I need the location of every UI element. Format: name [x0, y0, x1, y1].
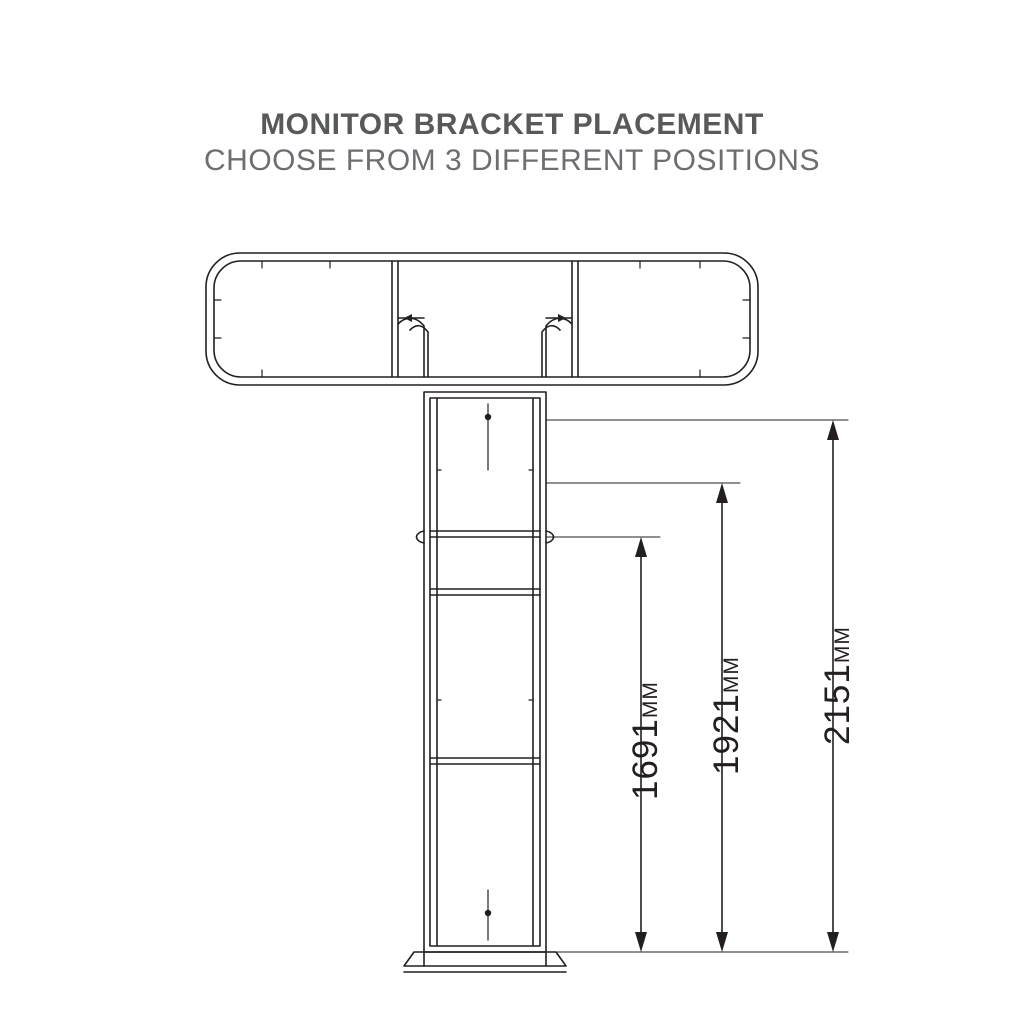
- top-rail-segments: [392, 261, 578, 377]
- top-rail-outer: [206, 253, 758, 385]
- dimension-unit-2151: MM: [831, 626, 854, 664]
- dimension-value-2151: 2151: [818, 663, 857, 745]
- dimension-unit-1691: MM: [639, 681, 662, 719]
- page-title: MONITOR BRACKET PLACEMENT: [260, 108, 764, 141]
- dimension-label-1921: [707, 656, 747, 775]
- column-dividers: [430, 531, 540, 764]
- dimension-unit-1921: MM: [720, 656, 743, 694]
- dimension-label-1691: [626, 681, 666, 800]
- column-outer: [424, 392, 546, 952]
- dimension-extension-lines: [546, 420, 848, 952]
- page-subtitle: CHOOSE FROM 3 DIFFERENT POSITIONS: [203, 144, 820, 177]
- rail-to-column-joint: [398, 314, 572, 377]
- dimension-value-1691: 1691: [626, 718, 665, 800]
- dimension-value-1921: 1921: [707, 693, 746, 775]
- column-base: [404, 952, 566, 972]
- top-rail-ticks: [214, 261, 750, 377]
- dimension-label-2151: [818, 626, 858, 745]
- column-centre-details: [437, 404, 533, 940]
